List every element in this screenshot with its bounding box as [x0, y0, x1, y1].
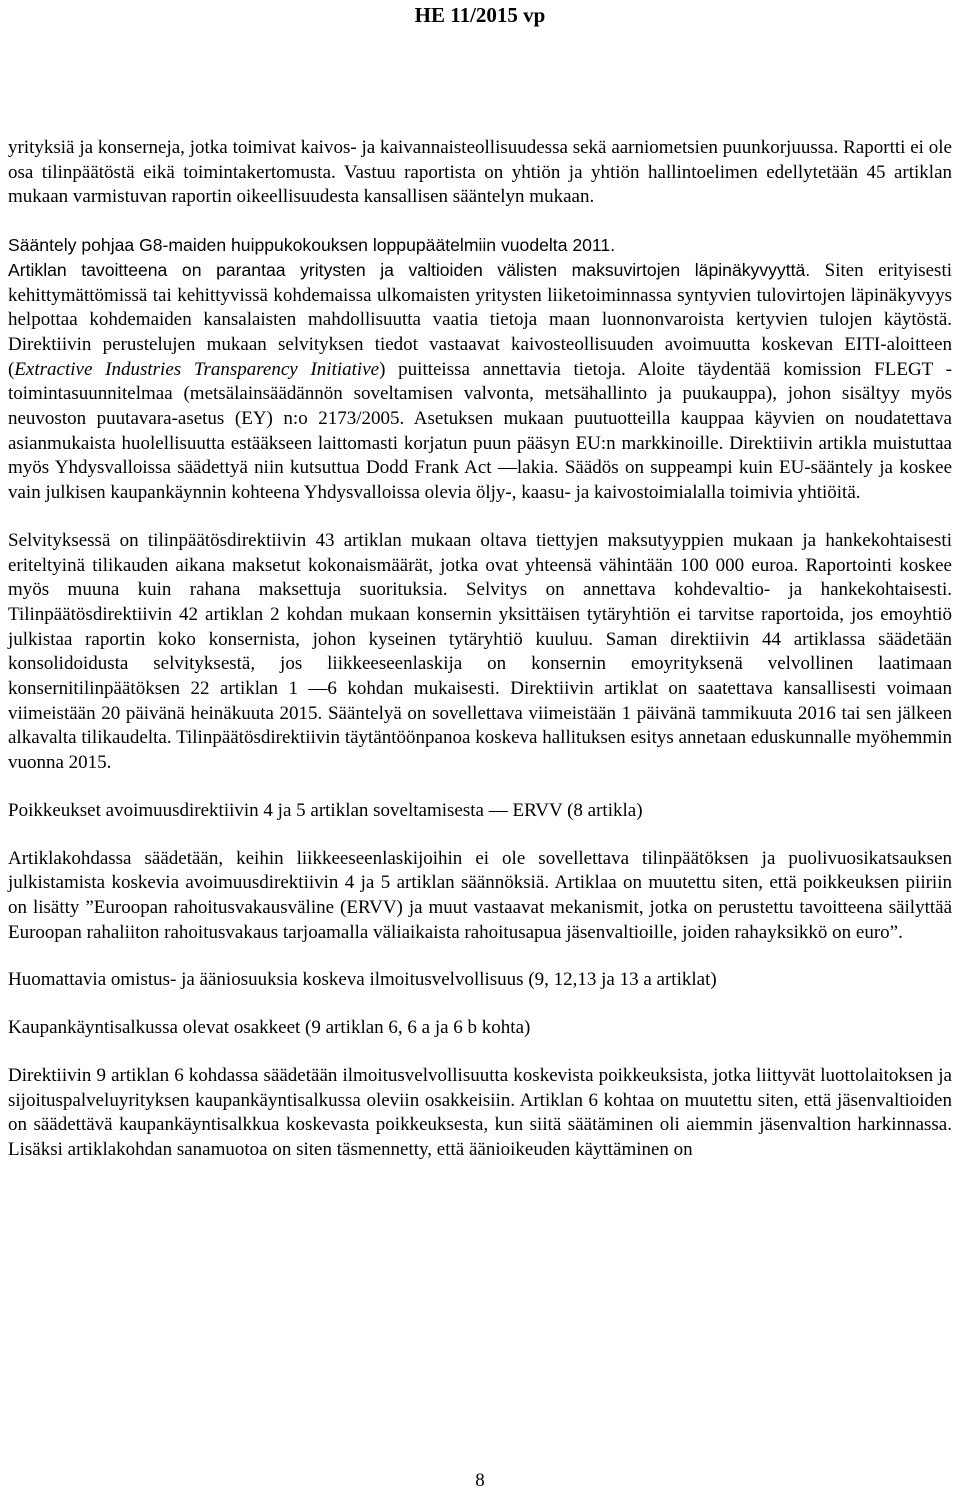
paragraph-5: Artiklakohdassa säädetään, keihin liikkeeseenlaskijoihin ei ole sovellettava tilinpäätöksen ja puolivuosikatsauksen julkistamista koskevia avoimuusdirektiivin 4 ja 5 artiklan säännöksiä. Artiklaa on muutettu siten, että poikkeuksen piiriin on lisätty ”Euroopan rahoitusvakausväline (ERVV) ja muut vastaavat mekanismit, jotka on perustettu tavoitteena säilyttää Euroopan rahaliiton rahoitusvakaus tarjoamalla väliaikaista rahoitusapua jäsenvaltioille, joiden rahayksikkö on euro”. [8, 847, 952, 943]
page-number: 8 [475, 1470, 485, 1491]
paragraph-3-sans: Artiklan tavoitteena on parantaa yritysten ja valtioiden välisten maksuvirtojen läpinäkyvyyttä. [8, 259, 811, 280]
section-heading-1: Poikkeukset avoimuusdirektiivin 4 ja 5 artiklan soveltamisesta — ERVV (8 artikla) [8, 799, 643, 821]
paragraph-2: Sääntely pohjaa G8-maiden huippukokouksen loppupäätelmiin vuodelta 2011. [8, 235, 616, 256]
paragraph-3-b: ) puitteissa annettavia tietoja. Aloite täydentää komission FLEGT -toimintasuunnitelmaa (metsälainsäädännön soveltamisen valvonta, metsähallinto ja puukauppa), johon sisältyy myös neuvoston puutavara-asetus (EY) n:o 2173/2005. Asetuksen mukaan puutuotteilla kauppaa käyvien on noudatettava asianmukaista huolellisuutta estääkseen laittomasti korjatun puun pääsyn EU:n markkinoille. Direktiivin artikla muistuttaa myös Yhdysvalloissa säädettyä niin kutsuttua Dodd Frank Act —lakia. Säädös on suppeampi kuin EU-sääntely ja koskee vain julkisen kaupankäynnin kohteena Yhdysvalloissa olevia öljy-, kaasu- ja kaivostoimialalla toimivia yhtiöitä. [8, 358, 953, 504]
section-heading-2: Huomattavia omistus- ja ääniosuuksia koskeva ilmoitusvelvollisuus (9, 12,13 ja 13 a artiklat) [8, 969, 717, 991]
paragraph-6: Direktiivin 9 artiklan 6 kohdassa säädetään ilmoitusvelvollisuutta koskevista poikkeuksista, jotka liittyvät luottolaitoksen ja sijoituspalveluyrityksen kaupankäyntisalkussa oleviin osakkeisiin. Artiklan 6 kohtaa on muutettu siten, että jäsenvaltioiden on säädettävä kaupankäyntisalkkua koskevasta poikkeuksesta, kun siitä säätäminen oli aiemmin jäsenvaltion harkinnassa. Lisäksi artiklakohdan sanamuotoa on siten täsmennetty, että äänioikeuden käyttäminen on [8, 1064, 952, 1160]
paragraph-4: Selvityksessä on tilinpäätösdirektiivin 43 artiklan mukaan oltava tiettyjen maksutyyppien mukaan ja hankekohtaisesti eriteltyinä tilikauden aikana maksetut kokonaismäärät, jotka ovat yhteensä vähintään 100 000 euroa. Raportointi koskee myös muuna kuin rahana maksettuja suorituksia. Selvitys on annettava kohdevaltio- ja hankekohtaisesti. Tilinpäätösdirektiivin 42 artiklan 2 kohdan mukaan konsernin yksittäisen tytäryhtiön ei tarvitse raportoida, jos emoyhtiö julkistaa raportin koko konsernista, johon kyseinen tytäryhtiö kuuluu. Saman direktiivin 44 artiklassa säädetään konsolidoidusta selvityksestä, jos liikkeeseenlaskija on konsernin emoyrityksenä velvollinen laatimaan konsernitilinpäätöksen 22 artiklan 1 —6 kohdan mukaisesti. Direktiivin artiklat on saatettava kansallisesti voimaan viimeistään 20 päivänä heinäkuuta 2015. Sääntelyä on sovellettava viimeistään 1 päivänä tammikuuta 2016 tai sen jälkeen alkavalta tilikaudelta. Tilinpäätösdirektiivin täytäntöönpanoa koskeva hallituksen esitys annetaan eduskunnalle myöhemmin vuonna 2015. [8, 529, 952, 774]
paragraph-3 [8, 258, 952, 506]
paragraph-3-a: Siten erityisesti kehittymättömissä tai kehittyvissä kohdemaissa ulkomaisten yritysten liiketoiminnassa syntyvien tulovirtojen läpinäkyvyys helpottaa kohdemaiden kansalaisten mahdollisuutta vaatia tietoja maan luonnonvaroista kertyvien tulojen käytöstä. Direktiivin perustelujen mukaan selvityksen tiedot vastaavat kaivosteollisuuden avoimuutta koskevan EITI-aloitteen ( [8, 259, 953, 380]
paragraph-1: yrityksiä ja konserneja, jotka toimivat kaivos- ja kaivannaisteollisuudessa sekä aarniometsien puunkorjuussa. Raportti ei ole osa tilinpäätöstä eikä toimintakertomusta. Vastuu raportista on yhtiön ja yhtiön hallintoelimen edellytetään 45 artiklan mukaan varmistuvan raportin oikeellisuudesta kansallisen sääntelyn mukaan. [8, 137, 952, 208]
section-heading-3: Kaupankäyntisalkussa olevat osakkeet (9 artiklan 6, 6 a ja 6 b kohta) [8, 1017, 531, 1039]
document-header: HE 11/2015 vp [414, 3, 546, 27]
paragraph-3-italic: Extractive Industries Transparency Initiative [14, 358, 380, 380]
document-body [8, 136, 952, 1163]
